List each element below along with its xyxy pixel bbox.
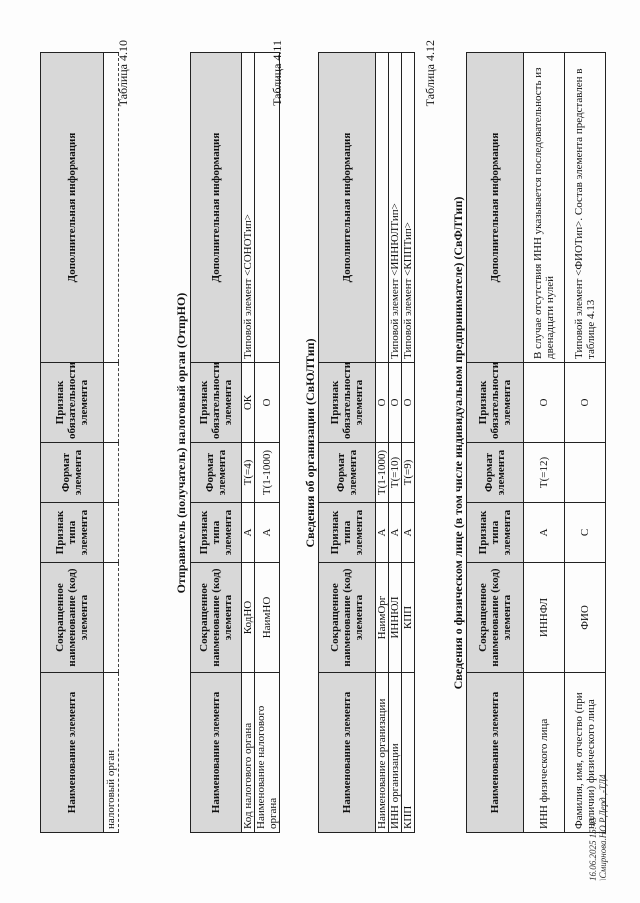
cell-type: А — [255, 503, 280, 563]
cell-extra: Типовой элемент <СОНОТип> — [242, 53, 255, 363]
cell-type: А — [242, 503, 255, 563]
cell-name: КПП — [402, 673, 415, 833]
table-caption: Сведения о физическом лице (в том числе индивидуальном предпринимателе) (СвФЛТип) — [451, 196, 465, 690]
header-required: Признак обязательности элемента — [41, 363, 104, 443]
cell-required: О — [524, 363, 565, 443]
header-code: Сокращенное наименование (код) элемента — [319, 563, 376, 673]
header-name: Наименование элемента — [319, 673, 376, 833]
cell-required: ОК — [242, 363, 255, 443]
table-otprno — [190, 52, 280, 833]
cell-code: КПП — [402, 563, 415, 673]
cell-code: КодНО — [242, 563, 255, 673]
cell-required: О — [255, 363, 280, 443]
cell-extra — [376, 53, 389, 363]
cell-format: Т(=9) — [402, 443, 415, 503]
table-row — [389, 53, 402, 833]
header-type: Признак типа элемента — [41, 503, 104, 563]
table-header-row — [191, 53, 242, 833]
cell-code: НаимНО — [255, 563, 280, 673]
cell-name: Наименование организации — [376, 673, 389, 833]
cell-extra: Типовой элемент <ИННЮЛТип> — [389, 53, 402, 363]
table-row — [376, 53, 389, 833]
header-code: Сокращенное наименование (код) элемента — [41, 563, 104, 673]
table-label: Таблица 4.10 — [116, 40, 130, 107]
header-name: Наименование элемента — [191, 673, 242, 833]
cell-type: А — [402, 503, 415, 563]
cell-format: Т(=12) — [524, 443, 565, 503]
cell-type: А — [389, 503, 402, 563]
header-required: Признак обязательности элемента — [191, 363, 242, 443]
table-caption: Сведения об организации (СвЮЛТип) — [303, 338, 317, 548]
cell-name: Фамилия, имя, отчество (при наличии) физического лица — [565, 673, 606, 833]
table-header-row — [41, 53, 104, 833]
table-caption: Отправитель (получатель) налоговый орган (ОтпрНО) — [174, 292, 188, 594]
cell-extra: Типовой элемент <КППТип> — [402, 53, 415, 363]
table-fragment — [40, 52, 119, 833]
header-format: Формат элемента — [319, 443, 376, 503]
header-code: Сокращенное наименование (код) элемента — [467, 563, 524, 673]
cell-format: Т(1-1000) — [255, 443, 280, 503]
table-row — [402, 53, 415, 833]
cell-format — [104, 443, 119, 503]
cell-required: О — [402, 363, 415, 443]
header-format: Формат элемента — [191, 443, 242, 503]
print-stamp — [588, 774, 608, 881]
cell-format: Т(=4) — [242, 443, 255, 503]
table-label: Таблица 4.11 — [270, 40, 284, 106]
cell-name: Наименование налогового органа — [255, 673, 280, 833]
cell-name: Код налогового органа — [242, 673, 255, 833]
cell-type: А — [376, 503, 389, 563]
cell-type — [104, 503, 119, 563]
header-format: Формат элемента — [41, 443, 104, 503]
header-code: Сокращенное наименование (код) элемента — [191, 563, 242, 673]
cell-required: О — [389, 363, 402, 443]
cell-extra: В случае отсутствия ИНН указывается последовательность из двенадцати нулей — [524, 53, 565, 363]
header-name: Наименование элемента — [41, 673, 104, 833]
cell-type: А — [524, 503, 565, 563]
table-header-row — [319, 53, 376, 833]
cell-name: налоговый орган — [104, 673, 119, 833]
header-required: Признак обязательности элемента — [319, 363, 376, 443]
stamp-date: 16.06.2025 15:43 — [588, 817, 598, 881]
cell-required: О — [565, 363, 606, 443]
cell-extra: Типовой элемент <ФИОТип>. Состав элемента представлен в таблице 4.13 — [565, 53, 606, 363]
header-type: Признак типа элемента — [467, 503, 524, 563]
cell-code: ИННЮЛ — [389, 563, 402, 673]
cell-format — [565, 443, 606, 503]
table-row — [524, 53, 565, 833]
cell-type: С — [565, 503, 606, 563]
header-required: Признак обязательности элемента — [467, 363, 524, 443]
cell-code: ИННФЛ — [524, 563, 565, 673]
header-extra: Дополнительная информация — [319, 53, 376, 363]
table-row — [242, 53, 255, 833]
cell-name: ИНН организации — [389, 673, 402, 833]
cell-code: НаимОрг — [376, 563, 389, 673]
table-svyultip — [318, 52, 415, 833]
header-name: Наименование элемента — [467, 673, 524, 833]
table-label: Таблица 4.12 — [423, 40, 437, 107]
header-extra: Дополнительная информация — [191, 53, 242, 363]
table-header-row — [467, 53, 524, 833]
header-extra: Дополнительная информация — [467, 53, 524, 363]
header-format: Формат элемента — [467, 443, 524, 503]
header-type: Признак типа элемента — [319, 503, 376, 563]
cell-format: Т(1-1000) — [376, 443, 389, 503]
header-type: Признак типа элемента — [191, 503, 242, 563]
cell-name: ИНН физического лица — [524, 673, 565, 833]
cell-format: Т(=10) — [389, 443, 402, 503]
cell-required — [104, 363, 119, 443]
table-row — [104, 53, 119, 833]
cell-code — [104, 563, 119, 673]
cell-required: О — [376, 363, 389, 443]
cell-code: ФИО — [565, 563, 606, 673]
table-svfltip — [466, 52, 606, 833]
stamp-path: \Смирнова.НО.Р.Дерд.,-ТД4 — [598, 774, 608, 881]
header-extra: Дополнительная информация — [41, 53, 104, 363]
table-row — [255, 53, 280, 833]
table-row — [565, 53, 606, 833]
